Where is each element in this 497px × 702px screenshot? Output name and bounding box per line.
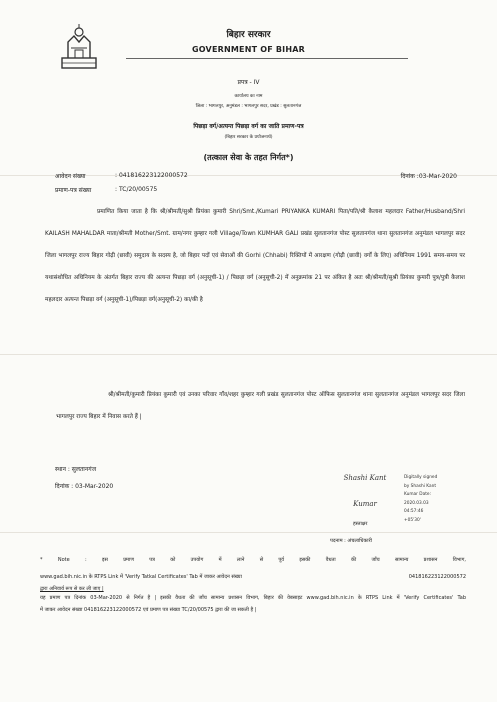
certificate-subtitle: (बिहार सरकार के प्रयोजनार्थ) bbox=[224, 135, 273, 140]
signature-line-1: Shashi Kant bbox=[343, 474, 387, 482]
digital-signature-line: +05'30' bbox=[404, 517, 421, 523]
signature-line-2: Kumar bbox=[353, 500, 377, 508]
digital-signature-line: Digitally signed bbox=[404, 475, 438, 480]
designation: पदनाम : अंचलाधिकारी bbox=[330, 538, 372, 544]
certificate-number-label: प्रमाण-पत्र संख्या bbox=[55, 187, 92, 194]
service-scheme-heading: (तत्काल सेवा के तहत निर्गत*) bbox=[203, 153, 294, 162]
application-number: 041816223122000572 bbox=[118, 172, 188, 179]
certificate-body bbox=[45, 201, 465, 311]
application-number-label: आवेदन संख्या bbox=[55, 173, 86, 180]
issue-date: दिनांक : 03-Mar-2020 bbox=[55, 483, 114, 490]
certificate-title: पिछड़ा वर्ग/अत्यन्त पिछड़ा वर्ग का जाति प्रमाण-पत्र bbox=[193, 123, 304, 130]
certificate-number-value: : TC/20/00575 bbox=[115, 186, 158, 193]
note-line: यह प्रमाण पत्र दिनांक 03-Mar-2020 से निर्गत है | इसकी वैधता की जाँच सामान्य प्रशासन विभाग, बिहार की वेबसाइट www.gad.bih.nic.in के RTPS Link में 'Verify Certificates' Tab bbox=[40, 595, 466, 601]
note-line: द्वारा अनिवार्य रूप से कर ली जाए | bbox=[40, 586, 104, 592]
digital-signature-block bbox=[404, 474, 462, 525]
residence-paragraph bbox=[56, 384, 465, 428]
header-english-title: GOVERNMENT OF BIHAR bbox=[192, 45, 305, 54]
paper-fold-line bbox=[0, 354, 497, 355]
office-name: कार्यालय का नाम bbox=[234, 94, 263, 99]
certificate-number: TC/20/00575 bbox=[118, 186, 158, 193]
residence-paragraph-text: श्री/श्रीमती/कुमारी प्रियंका कुमारी एवं उनका परिवार गाँव/शहर कुम्हार गली प्रखंड सुलतानगंज पोस्ट ऑफिस सुलतानगंज थाना सुलतानगंज अनुमंडल भागलपुर सदर जिला भागलपुर राज्य बिहार में निवास करते हैं | bbox=[56, 392, 465, 420]
place-of-issue: स्थान : सुलतानगंज bbox=[55, 466, 97, 473]
header-hindi-title: बिहार सरकार bbox=[226, 30, 271, 40]
address-line: जिला : भागलपुर, अनुमंडल : भागलपुर सदर, प्रखंड : सुलतानगंज bbox=[195, 104, 302, 109]
note-line: * Note : इस प्रमाण पत्र को उपयोग में लाने से पूर्व इसकी वैधता की जाँच सामान्य प्रशासन विभाग, bbox=[40, 557, 466, 563]
digital-signature-line: 2020.03.03 bbox=[404, 500, 429, 506]
digital-signature-line: by Shashi Kant bbox=[404, 483, 437, 489]
note-line: में जाकर आवेदन संख्या 041816223122000572 एवं प्रमाण पत्र संख्या TC/20/00575 द्वारा की जा सकती है | bbox=[40, 607, 257, 613]
note-line bbox=[40, 574, 466, 580]
signature bbox=[340, 465, 390, 517]
note-link-text: www.gad.bih.nic.in के RTPS Link में 'Verify Tatkal Certificates' Tab में जाकर आवेदन संख्या bbox=[40, 574, 242, 580]
form-number: प्रपत्र - IV bbox=[237, 79, 260, 86]
signature-label: हस्ताक्षर bbox=[353, 521, 368, 527]
digital-signature-line: Kumar Date: bbox=[404, 492, 431, 497]
application-date: दिनांक :03-Mar-2020 bbox=[400, 173, 457, 180]
digital-signature-line: 04:57:46 bbox=[404, 509, 424, 514]
paper-fold-line bbox=[0, 532, 497, 533]
note-application-number: 041816223122000572 bbox=[408, 574, 466, 580]
header-divider bbox=[126, 58, 408, 59]
application-number-value: : 041816223122000572 bbox=[115, 172, 188, 179]
body-paragraph-text: प्रमाणित किया जाता है कि श्री/श्रीमती/सुश्री प्रियंका कुमारी Shri/Smt./Kumari PRIYANKA KUMARI पिता/पति/श्री कैलाश महलदार Father/Husband/Shri KAILASH MAHALDAR माता/श्रीमती Mother/Smt. ग्राम/नगर कुम्हार गली Village/Town KUMHAR GALI प्रखंड सुलतानगंज पोस्ट सुलतानगंज थाना सुलतानगंज अनुमंडल भागलपुर सदर जिला भागलपुर राज्य बिहार गोढ़ी (छावी) समुदाय के सदस्य है, जो बिहार पदों एवं सेवाओं की Gorhi (Chhabi) रिक्तियों में आरक्षण (गोढ़ी (छावी) वर्गों के लिए) अधिनियम 1991 समय-समय पर यथासंशोधित अधिनियम के अंतर्गत बिहार राज्य की अत्यन्त पिछड़ा वर्ग (अनुसूची-1) / पिछड़ा वर्ग (अनुसूची-2) में अनुक्रमांक 21 पर अंकित है अतः श्री/श्रीमती/सुश्री प्रियंका कुमारी पुत्र/पुत्री कैलाश महलदार अत्यन्त पिछड़ा वर्ग (अनुसूची-1)/पिछड़ा वर्ग(अनुसूची-2) का/की है bbox=[45, 209, 465, 303]
